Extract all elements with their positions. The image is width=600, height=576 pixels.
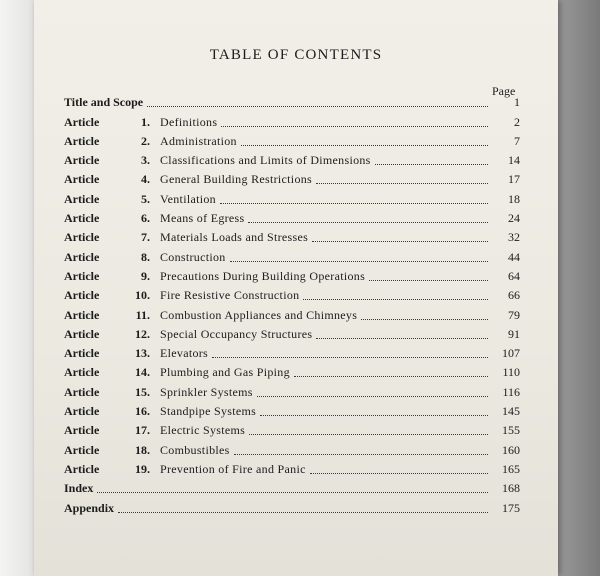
toc-label: Article <box>64 461 100 476</box>
toc-label: Article <box>64 307 100 322</box>
toc-entry <box>64 380 520 399</box>
toc-entry <box>64 226 520 245</box>
toc-number: 17. <box>135 423 150 438</box>
toc-entry <box>64 458 520 477</box>
background-left <box>0 0 34 576</box>
dot-leader <box>212 357 488 358</box>
toc-label: Article <box>64 249 100 264</box>
dot-leader <box>249 434 488 435</box>
toc-label: Title and Scope <box>64 95 144 110</box>
toc-page: 160 <box>502 442 520 457</box>
toc-label: Article <box>64 114 100 129</box>
toc-label: Article <box>64 133 100 148</box>
toc-title: Plumbing and Gas Piping <box>160 365 290 380</box>
toc-label: Article <box>64 288 100 303</box>
toc-page: 1 <box>514 95 520 110</box>
toc-entry <box>64 207 520 226</box>
dot-leader <box>248 222 488 223</box>
toc-title: Fire Resistive Construction <box>160 288 300 303</box>
toc-number: 11. <box>135 307 150 322</box>
dot-leader <box>241 145 488 146</box>
page-column-header: Page <box>492 84 516 98</box>
toc-entry <box>64 419 520 438</box>
toc-label: Article <box>64 442 100 457</box>
toc-number: 2. <box>141 133 150 148</box>
dot-leader <box>234 454 488 455</box>
toc-number: 12. <box>135 326 150 341</box>
toc-number: 7. <box>141 230 150 245</box>
toc-entry <box>64 265 520 284</box>
toc-label: Article <box>64 346 100 361</box>
toc-label: Appendix <box>64 500 115 515</box>
toc-page: 44 <box>508 249 520 264</box>
toc-title: Classifications and Limits of Dimensions <box>160 153 371 168</box>
toc-title: Combustion Appliances and Chimneys <box>160 307 358 322</box>
toc-entry <box>64 400 520 419</box>
toc-title: Standpipe Systems <box>160 404 257 419</box>
dot-leader <box>230 261 488 262</box>
toc-entry <box>64 361 520 380</box>
toc-entry <box>64 342 520 361</box>
dot-leader <box>147 106 488 107</box>
dot-leader <box>375 164 488 165</box>
toc-number: 6. <box>141 211 150 226</box>
dot-leader <box>257 396 488 397</box>
dot-leader <box>316 183 488 184</box>
toc-title: Special Occupancy Structures <box>160 326 313 341</box>
toc-label: Article <box>64 191 100 206</box>
toc-title: Definitions <box>160 114 218 129</box>
toc-number: 10. <box>135 288 150 303</box>
toc-page: 175 <box>502 500 520 515</box>
dot-leader <box>294 376 488 377</box>
toc-number: 18. <box>135 442 150 457</box>
dot-leader <box>310 473 488 474</box>
toc-number: 14. <box>135 365 150 380</box>
toc-entry <box>64 110 520 129</box>
toc-title: Combustibles <box>160 442 230 457</box>
toc-label: Article <box>64 153 100 168</box>
toc-entry <box>64 284 520 303</box>
dot-leader <box>97 492 488 493</box>
toc-page: 64 <box>508 268 520 283</box>
toc-label: Article <box>64 384 100 399</box>
toc-page: 110 <box>502 365 520 380</box>
toc-page: 155 <box>502 423 520 438</box>
toc-entry <box>64 168 520 187</box>
toc-label: Article <box>64 172 100 187</box>
toc-page: 116 <box>502 384 520 399</box>
toc-page: 145 <box>502 404 520 419</box>
toc-entry <box>64 187 520 206</box>
toc-page: 107 <box>502 346 520 361</box>
toc-number: 15. <box>135 384 150 399</box>
toc-list <box>64 91 520 516</box>
toc-title: Materials Loads and Stresses <box>160 230 309 245</box>
toc-page: 66 <box>508 288 520 303</box>
toc-page: 32 <box>508 230 520 245</box>
toc-entry <box>64 496 520 515</box>
dot-leader <box>220 203 488 204</box>
dot-leader <box>118 512 488 513</box>
dot-leader <box>316 338 488 339</box>
toc-entry <box>64 438 520 457</box>
toc-entry <box>64 91 520 110</box>
toc-number: 3. <box>141 153 150 168</box>
toc-label: Article <box>64 423 100 438</box>
toc-page: 168 <box>502 481 520 496</box>
toc-number: 8. <box>141 249 150 264</box>
dot-leader <box>369 280 488 281</box>
toc-number: 16. <box>135 404 150 419</box>
dot-leader <box>303 299 488 300</box>
toc-title: Precautions During Building Operations <box>160 268 366 283</box>
toc-number: 9. <box>141 268 150 283</box>
toc-title: Means of Egress <box>160 211 245 226</box>
document-page <box>34 0 558 576</box>
toc-entry <box>64 323 520 342</box>
toc-label: Article <box>64 268 100 283</box>
toc-title: Sprinkler Systems <box>160 384 253 399</box>
toc-page: 17 <box>508 172 520 187</box>
toc-label: Article <box>64 326 100 341</box>
toc-entry <box>64 149 520 168</box>
toc-number: 13. <box>135 346 150 361</box>
toc-title: Electric Systems <box>160 423 246 438</box>
toc-label: Article <box>64 365 100 380</box>
toc-page: 7 <box>514 133 520 148</box>
toc-title: Prevention of Fire and Panic <box>160 461 306 476</box>
toc-title: Ventilation <box>160 191 216 206</box>
toc-label: Index <box>64 481 94 496</box>
toc-entry <box>64 303 520 322</box>
toc-page: 14 <box>508 153 520 168</box>
toc-number: 19. <box>135 461 150 476</box>
toc-entry <box>64 130 520 149</box>
toc-entry <box>64 245 520 264</box>
toc-title: Elevators <box>160 346 209 361</box>
page-title: TABLE OF CONTENTS <box>209 47 383 63</box>
toc-title: General Building Restrictions <box>160 172 313 187</box>
toc-label: Article <box>64 230 100 245</box>
dot-leader <box>361 319 488 320</box>
toc-number: 5. <box>141 191 150 206</box>
background-right <box>554 0 600 576</box>
toc-title: Construction <box>160 249 226 264</box>
toc-number: 4. <box>141 172 150 187</box>
toc-label: Article <box>64 211 100 226</box>
toc-page: 2 <box>514 114 520 129</box>
toc-entry <box>64 477 520 496</box>
dot-leader <box>312 241 488 242</box>
dot-leader <box>221 126 488 127</box>
toc-label: Article <box>64 404 100 419</box>
toc-page: 18 <box>508 191 520 206</box>
toc-title: Administration <box>160 133 237 148</box>
dot-leader <box>260 415 488 416</box>
toc-page: 91 <box>508 326 520 341</box>
toc-number: 1. <box>141 114 150 129</box>
toc-page: 24 <box>508 211 520 226</box>
toc-page: 79 <box>508 307 520 322</box>
toc-page: 165 <box>502 461 520 476</box>
